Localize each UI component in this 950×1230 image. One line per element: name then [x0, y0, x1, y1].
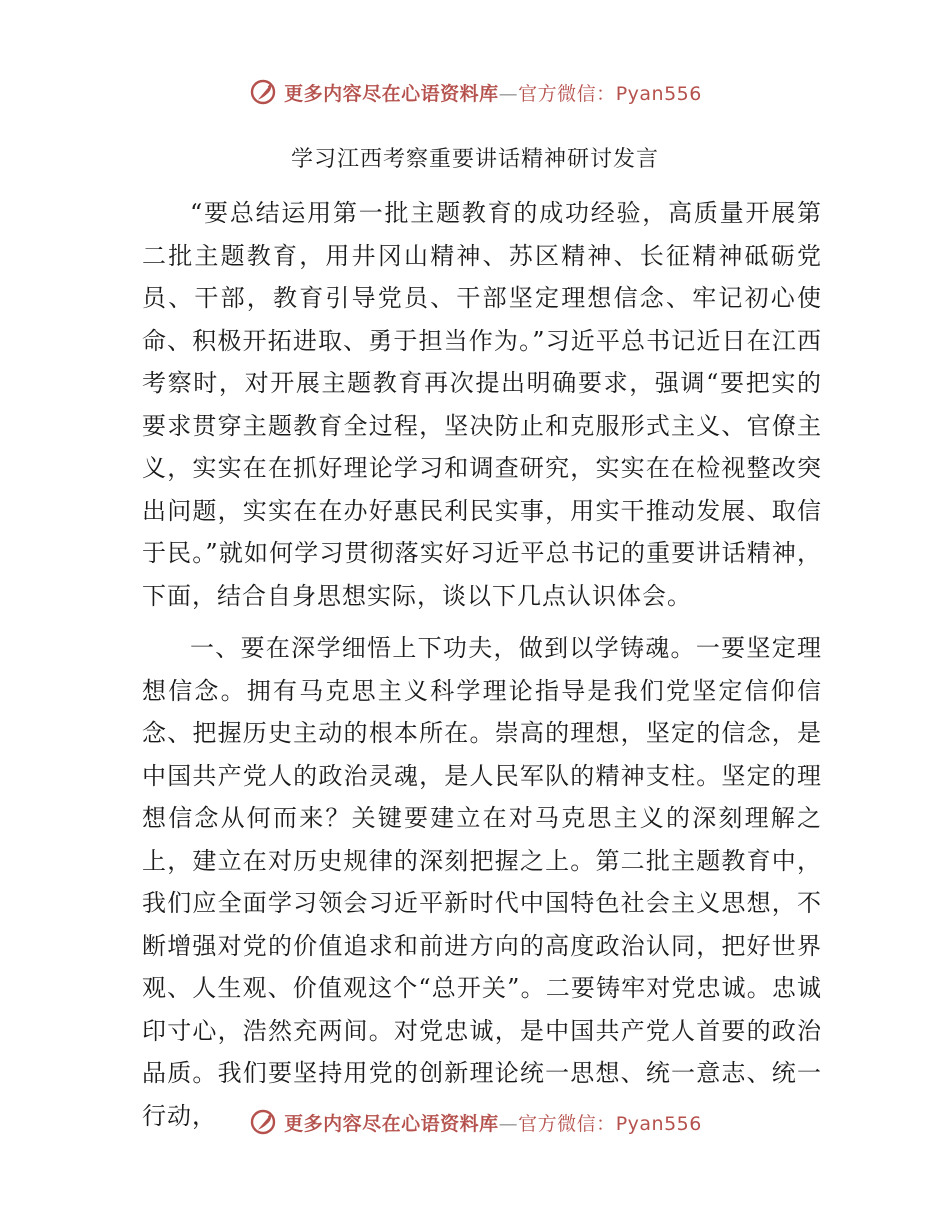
document-body	[142, 192, 822, 1147]
paragraph-section-one: 一、要在深学细悟上下功夫，做到以学铸魂。一要坚定理想信念。拥有马克思主义科学理论指导是我们党坚定信仰信念、把握历史主动的根本所在。崇高的理想，坚定的信念，是中国共产党人的政治灵魂，是人民军队的精神支柱。坚定的理想信念从何而来？关键要建立在对马克思主义的深刻理解之上，建立在对历史规律的深刻把握之上。第二批主题教育中，我们应全面学习领会习近平新时代中国特色社会主义思想，不断增强对党的价值追求和前进方向的高度政治认同，把好世界观、人生观、价值观这个“总开关”。二要铸牢对党忠诚。忠诚印寸心，浩然充两间。对党忠诚，是中国共产党人首要的政治品质。我们要坚持用党的创新理论统一思想、统一意志、统一行动，	[142, 634, 822, 1130]
banner-separator: —	[498, 1112, 519, 1135]
banner-wechat-id: Pyan556	[615, 82, 702, 105]
banner-wechat-id: Pyan556	[615, 1112, 702, 1135]
banner-wechat-label: 官方微信：	[518, 1112, 616, 1135]
banner-main-text: 更多内容尽在心语资料库	[284, 82, 499, 105]
feather-logo-icon	[248, 1107, 278, 1137]
banner-line	[284, 79, 702, 106]
paragraph-intro: “要总结运用第一批主题教育的成功经验，高质量开展第二批主题教育，用井冈山精神、苏区精神、长征精神砥砺党员、干部，教育引导党员、干部坚定理想信念、牢记初心使命、积极开拓进取、勇于担当作为。”习近平总书记近日在江西考察时，对开展主题教育再次提出明确要求，强调“要把实的要求贯穿主题教育全过程，坚决防止和克服形式主义、官僚主义，实实在在抓好理论学习和调查研究，实实在在检视整改突出问题，实实在在办好惠民利民实事，用实干推动发展、取信于民。”就如何学习贯彻落实好习近平总书记的重要讲话精神，下面，结合自身思想实际，谈以下几点认识体会。	[142, 199, 822, 610]
banner-main-text: 更多内容尽在心语资料库	[284, 1112, 499, 1135]
feather-logo-icon	[248, 77, 278, 107]
footer-banner	[0, 1102, 950, 1142]
banner-separator: —	[498, 82, 519, 105]
document-title: 学习江西考察重要讲话精神研讨发言	[290, 147, 659, 172]
banner-line	[284, 1109, 702, 1136]
header-banner	[0, 72, 950, 112]
banner-wechat-label: 官方微信：	[518, 82, 616, 105]
